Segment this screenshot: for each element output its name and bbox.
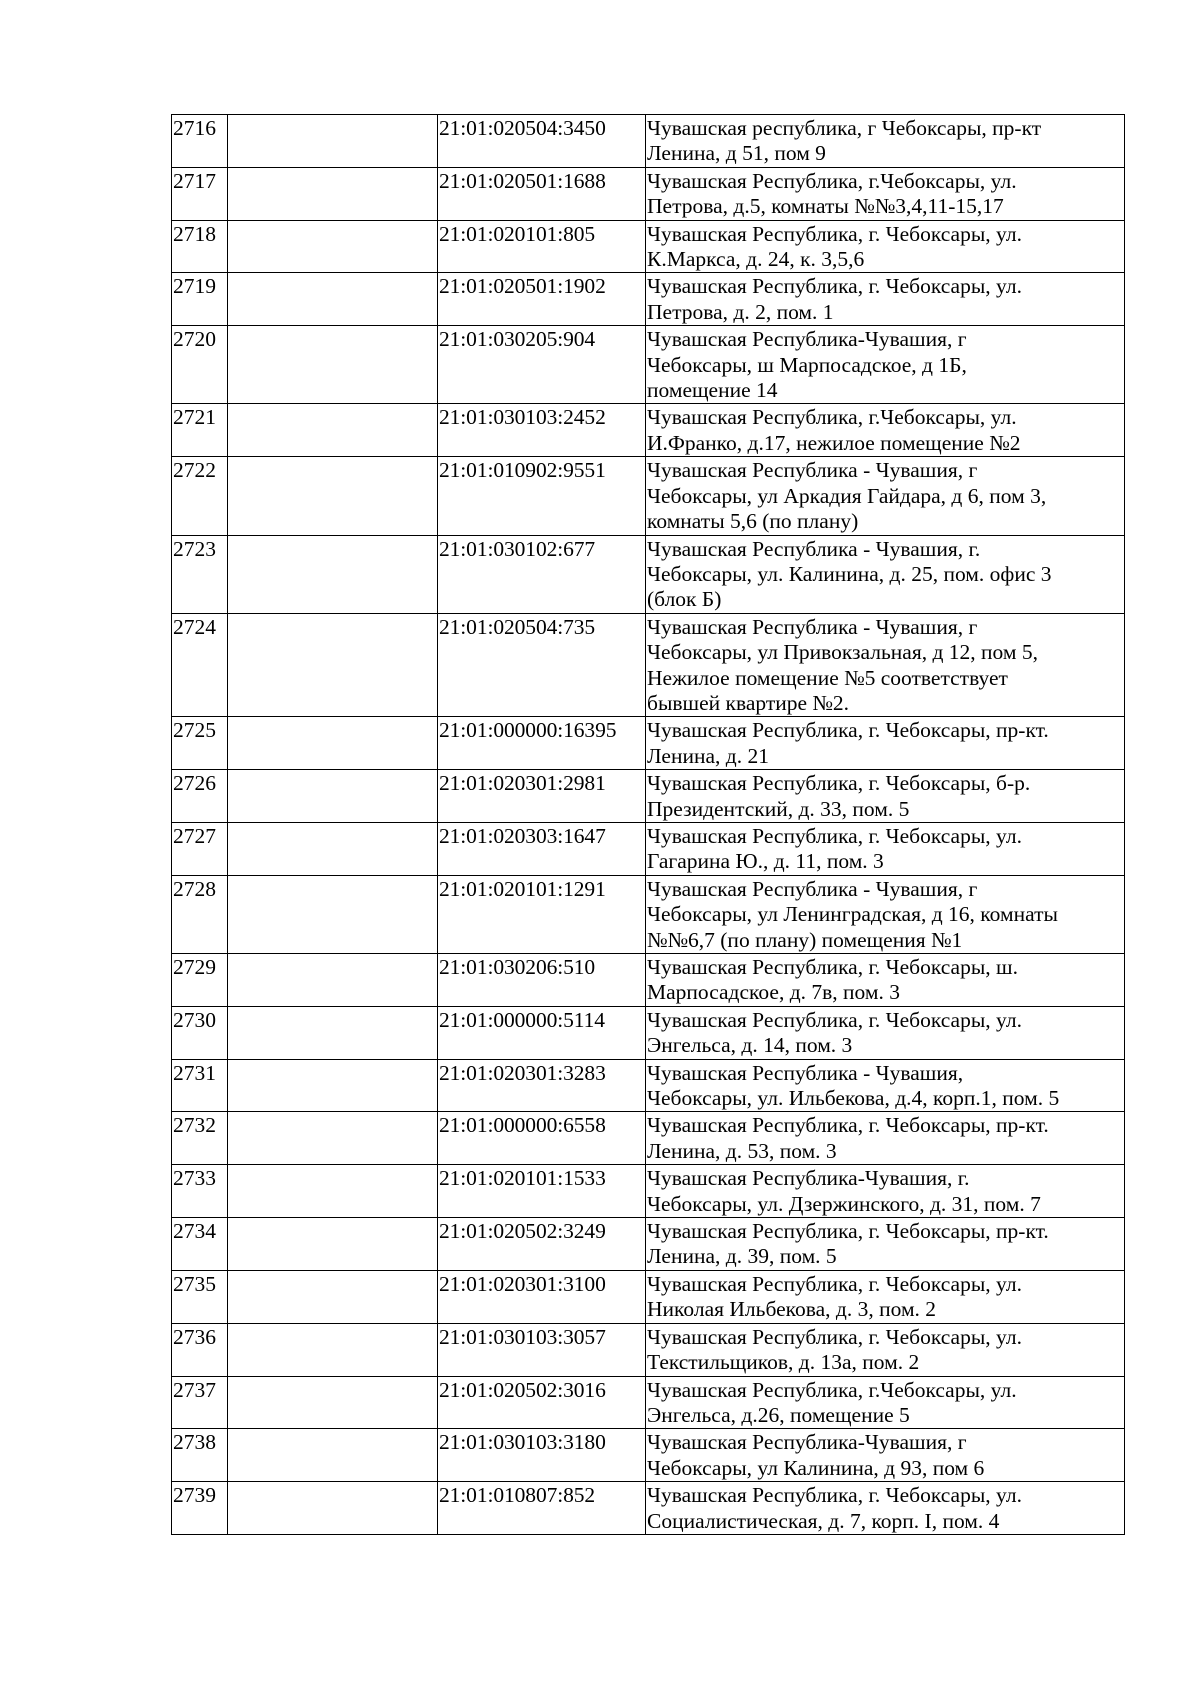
row-number-cell: 2721 xyxy=(172,404,228,457)
table-row xyxy=(172,1006,1125,1059)
address-cell: Чувашская Республика, г. Чебоксары, ул. Текстильщиков, д. 13а, пом. 2 xyxy=(646,1323,1125,1376)
cadastral-number-cell: 21:01:030103:3057 xyxy=(438,1323,646,1376)
cadastral-number-cell: 21:01:030205:904 xyxy=(438,326,646,404)
address-cell: Чувашская Республика-Чувашия, г. Чебоксары, ул. Дзержинского, д. 31, пом. 7 xyxy=(646,1165,1125,1218)
table-row xyxy=(172,326,1125,404)
row-number-cell: 2729 xyxy=(172,954,228,1007)
address-cell: Чувашская Республика, г. Чебоксары, ул. К.Маркса, д. 24, к. 3,5,6 xyxy=(646,220,1125,273)
table-row xyxy=(172,954,1125,1007)
table-row xyxy=(172,770,1125,823)
table-row xyxy=(172,1218,1125,1271)
address-cell: Чувашская Республика - Чувашия, г. Чебоксары, ул. Калинина, д. 25, пом. офис 3 (блок Б) xyxy=(646,535,1125,613)
empty-cell xyxy=(228,1323,438,1376)
empty-cell xyxy=(228,167,438,220)
cadastral-number-cell: 21:01:030206:510 xyxy=(438,954,646,1007)
empty-cell xyxy=(228,273,438,326)
cadastral-number-cell: 21:01:020504:735 xyxy=(438,613,646,717)
cadastral-number-cell: 21:01:020502:3016 xyxy=(438,1376,646,1429)
address-cell: Чувашская Республика, г. Чебоксары, ул. Социалистическая, д. 7, корп. I, пом. 4 xyxy=(646,1482,1125,1535)
table-row xyxy=(172,1165,1125,1218)
row-number-cell: 2720 xyxy=(172,326,228,404)
empty-cell xyxy=(228,954,438,1007)
address-cell: Чувашская Республика - Чувашия, Чебоксары, ул. Ильбекова, д.4, корп.1, пом. 5 xyxy=(646,1059,1125,1112)
table-row xyxy=(172,822,1125,875)
table-row xyxy=(172,1323,1125,1376)
cadastral-number-cell: 21:01:000000:5114 xyxy=(438,1006,646,1059)
empty-cell xyxy=(228,1006,438,1059)
row-number-cell: 2734 xyxy=(172,1218,228,1271)
empty-cell xyxy=(228,1429,438,1482)
cadastral-number-cell: 21:01:020502:3249 xyxy=(438,1218,646,1271)
table-row xyxy=(172,220,1125,273)
empty-cell xyxy=(228,326,438,404)
address-cell: Чувашская республика, г Чебоксары, пр-кт Ленина, д 51, пом 9 xyxy=(646,115,1125,168)
empty-cell xyxy=(228,822,438,875)
row-number-cell: 2728 xyxy=(172,875,228,953)
address-cell: Чувашская Республика, г. Чебоксары, пр-кт. Ленина, д. 53, пом. 3 xyxy=(646,1112,1125,1165)
cadastral-number-cell: 21:01:020301:2981 xyxy=(438,770,646,823)
row-number-cell: 2722 xyxy=(172,457,228,535)
row-number-cell: 2731 xyxy=(172,1059,228,1112)
row-number-cell: 2725 xyxy=(172,717,228,770)
cadastral-number-cell: 21:01:020504:3450 xyxy=(438,115,646,168)
address-cell: Чувашская Республика - Чувашия, г Чебоксары, ул Привокзальная, д 12, пом 5, Нежилое помещение №5 соответствует бывшей квартире №2. xyxy=(646,613,1125,717)
empty-cell xyxy=(228,770,438,823)
row-number-cell: 2719 xyxy=(172,273,228,326)
address-cell: Чувашская Республика, г. Чебоксары, ул. Гагарина Ю., д. 11, пом. 3 xyxy=(646,822,1125,875)
table-row xyxy=(172,167,1125,220)
table-row xyxy=(172,717,1125,770)
row-number-cell: 2730 xyxy=(172,1006,228,1059)
table-row xyxy=(172,875,1125,953)
table-row xyxy=(172,535,1125,613)
cadastral-number-cell: 21:01:000000:16395 xyxy=(438,717,646,770)
cadastral-number-cell: 21:01:030102:677 xyxy=(438,535,646,613)
empty-cell xyxy=(228,1270,438,1323)
address-cell: Чувашская Республика, г. Чебоксары, ш. Марпосадское, д. 7в, пом. 3 xyxy=(646,954,1125,1007)
registry-body xyxy=(172,115,1125,1535)
empty-cell xyxy=(228,1376,438,1429)
row-number-cell: 2736 xyxy=(172,1323,228,1376)
empty-cell xyxy=(228,1165,438,1218)
row-number-cell: 2738 xyxy=(172,1429,228,1482)
cadastral-number-cell: 21:01:030103:2452 xyxy=(438,404,646,457)
row-number-cell: 2716 xyxy=(172,115,228,168)
address-cell: Чувашская Республика, г. Чебоксары, пр-кт. Ленина, д. 39, пом. 5 xyxy=(646,1218,1125,1271)
property-registry-table xyxy=(171,114,1125,1535)
row-number-cell: 2717 xyxy=(172,167,228,220)
row-number-cell: 2723 xyxy=(172,535,228,613)
empty-cell xyxy=(228,1112,438,1165)
empty-cell xyxy=(228,1059,438,1112)
row-number-cell: 2739 xyxy=(172,1482,228,1535)
cadastral-number-cell: 21:01:020301:3283 xyxy=(438,1059,646,1112)
cadastral-number-cell: 21:01:030103:3180 xyxy=(438,1429,646,1482)
address-cell: Чувашская Республика-Чувашия, г Чебоксары, ул Калинина, д 93, пом 6 xyxy=(646,1429,1125,1482)
address-cell: Чувашская Республика, г.Чебоксары, ул. И.Франко, д.17, нежилое помещение №2 xyxy=(646,404,1125,457)
table-row xyxy=(172,273,1125,326)
row-number-cell: 2733 xyxy=(172,1165,228,1218)
address-cell: Чувашская Республика - Чувашия, г Чебоксары, ул Ленинградская, д 16, комнаты №№6,7 (по плану) помещения №1 xyxy=(646,875,1125,953)
cadastral-number-cell: 21:01:020101:805 xyxy=(438,220,646,273)
cadastral-number-cell: 21:01:020101:1291 xyxy=(438,875,646,953)
empty-cell xyxy=(228,115,438,168)
cadastral-number-cell: 21:01:020501:1688 xyxy=(438,167,646,220)
cadastral-number-cell: 21:01:020501:1902 xyxy=(438,273,646,326)
row-number-cell: 2726 xyxy=(172,770,228,823)
empty-cell xyxy=(228,457,438,535)
cadastral-number-cell: 21:01:010807:852 xyxy=(438,1482,646,1535)
row-number-cell: 2724 xyxy=(172,613,228,717)
empty-cell xyxy=(228,535,438,613)
table-row xyxy=(172,1112,1125,1165)
table-row xyxy=(172,115,1125,168)
empty-cell xyxy=(228,613,438,717)
table-row xyxy=(172,1482,1125,1535)
empty-cell xyxy=(228,404,438,457)
table-row xyxy=(172,613,1125,717)
address-cell: Чувашская Республика, г. Чебоксары, пр-кт. Ленина, д. 21 xyxy=(646,717,1125,770)
address-cell: Чувашская Республика-Чувашия, г Чебоксары, ш Марпосадское, д 1Б, помещение 14 xyxy=(646,326,1125,404)
empty-cell xyxy=(228,220,438,273)
empty-cell xyxy=(228,875,438,953)
row-number-cell: 2718 xyxy=(172,220,228,273)
empty-cell xyxy=(228,1218,438,1271)
address-cell: Чувашская Республика, г.Чебоксары, ул. Энгельса, д.26, помещение 5 xyxy=(646,1376,1125,1429)
cadastral-number-cell: 21:01:020301:3100 xyxy=(438,1270,646,1323)
table-row xyxy=(172,1059,1125,1112)
cadastral-number-cell: 21:01:020101:1533 xyxy=(438,1165,646,1218)
empty-cell xyxy=(228,717,438,770)
table-row xyxy=(172,404,1125,457)
table-row xyxy=(172,1429,1125,1482)
empty-cell xyxy=(228,1482,438,1535)
address-cell: Чувашская Республика - Чувашия, г Чебоксары, ул Аркадия Гайдара, д 6, пом 3, комнаты 5,6 (по плану) xyxy=(646,457,1125,535)
address-cell: Чувашская Республика, г. Чебоксары, ул. Николая Ильбекова, д. 3, пом. 2 xyxy=(646,1270,1125,1323)
address-cell: Чувашская Республика, г. Чебоксары, ул. Петрова, д. 2, пом. 1 xyxy=(646,273,1125,326)
cadastral-number-cell: 21:01:010902:9551 xyxy=(438,457,646,535)
table-row xyxy=(172,1270,1125,1323)
cadastral-number-cell: 21:01:000000:6558 xyxy=(438,1112,646,1165)
row-number-cell: 2732 xyxy=(172,1112,228,1165)
row-number-cell: 2735 xyxy=(172,1270,228,1323)
address-cell: Чувашская Республика, г. Чебоксары, ул. Энгельса, д. 14, пом. 3 xyxy=(646,1006,1125,1059)
address-cell: Чувашская Республика, г. Чебоксары, б-р. Президентский, д. 33, пом. 5 xyxy=(646,770,1125,823)
address-cell: Чувашская Республика, г.Чебоксары, ул. Петрова, д.5, комнаты №№3,4,11-15,17 xyxy=(646,167,1125,220)
row-number-cell: 2737 xyxy=(172,1376,228,1429)
table-row xyxy=(172,1376,1125,1429)
row-number-cell: 2727 xyxy=(172,822,228,875)
cadastral-number-cell: 21:01:020303:1647 xyxy=(438,822,646,875)
table-row xyxy=(172,457,1125,535)
